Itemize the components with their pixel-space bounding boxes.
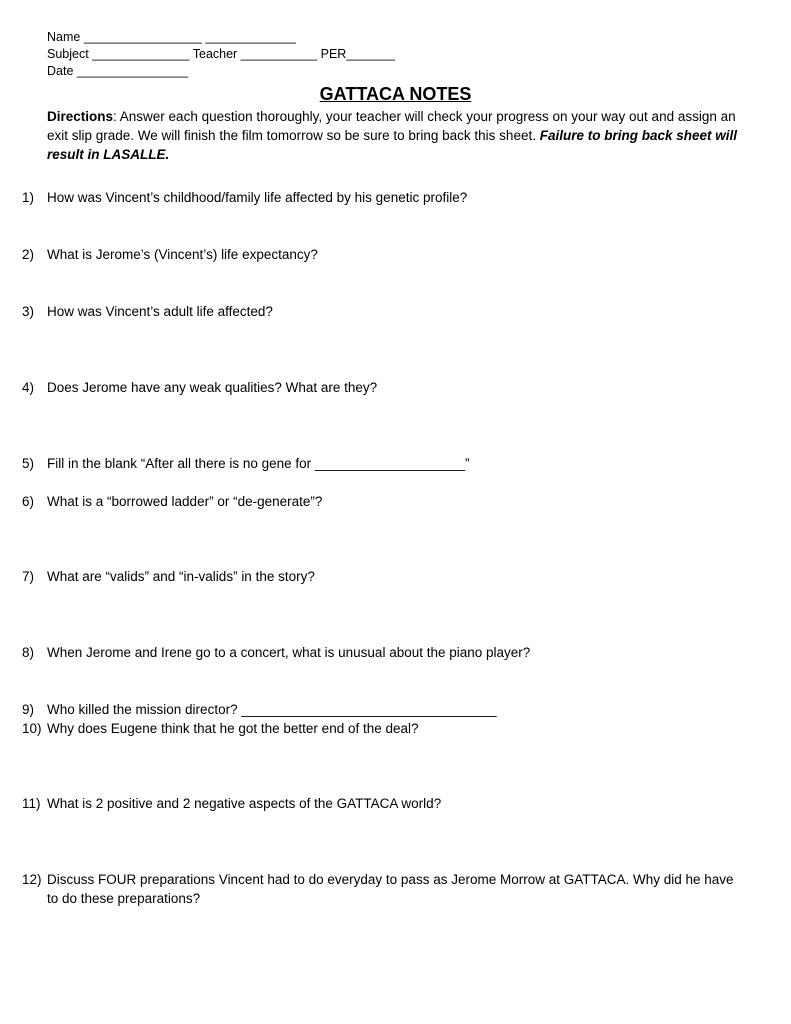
question-number: 4) <box>22 380 35 395</box>
question-text: Why does Eugene think that he got the better end of the deal? <box>47 721 419 736</box>
question-number: 3) <box>22 304 35 319</box>
question-number: 8) <box>22 645 35 660</box>
question-text: What is Jerome’s (Vincent’s) life expectancy? <box>47 247 318 262</box>
page-title: GATTACA NOTES <box>319 84 472 104</box>
question-text: What is 2 positive and 2 negative aspects of the GATTACA world? <box>47 796 442 811</box>
subject-teacher-period-line: Subject ______________ Teacher ___________ PER_______ <box>47 47 395 61</box>
question-number: 12) <box>22 872 42 887</box>
question-number: 7) <box>22 569 35 584</box>
question-text: What are “valids” and “in-valids” in the story? <box>47 569 315 584</box>
question-text: Does Jerome have any weak qualities? What are they? <box>47 380 378 395</box>
question-number: 6) <box>22 494 35 509</box>
question-number: 10) <box>22 721 42 736</box>
question-text: How was Vincent’s childhood/family life affected by his genetic profile? <box>47 190 468 205</box>
question-text: Fill in the blank “After all there is no gene for ____________________” <box>47 456 470 471</box>
question-text: Who killed the mission director? __________________________________ <box>47 702 497 717</box>
directions-paragraph <box>47 107 747 164</box>
question-text: When Jerome and Irene go to a concert, what is unusual about the piano player? <box>47 645 531 660</box>
question-text: How was Vincent’s adult life affected? <box>47 304 273 319</box>
question-number: 2) <box>22 247 35 262</box>
date-field-line: Date ________________ <box>47 64 189 78</box>
question-text: What is a “borrowed ladder” or “de-generate”? <box>47 494 323 509</box>
question-text: Discuss FOUR preparations Vincent had to do everyday to pass as Jerome Morrow at GATTACA. Why did he have to do these preparations? <box>47 872 734 906</box>
directions-body: : Answer each question thoroughly, your teacher will check your progress on your way out and assign an exit slip grade. We will finish the film tomorrow so be sure to bring back this sheet. <box>47 109 736 143</box>
question-number: 11) <box>22 796 41 811</box>
directions-warning: Failure to bring back sheet will result in LASALLE. <box>47 128 738 162</box>
question-number: 9) <box>22 702 35 717</box>
name-field-line: Name _________________ _____________ <box>47 30 296 44</box>
question-number: 1) <box>22 190 35 205</box>
question-number: 5) <box>22 456 35 471</box>
directions-label: Directions <box>47 109 114 124</box>
